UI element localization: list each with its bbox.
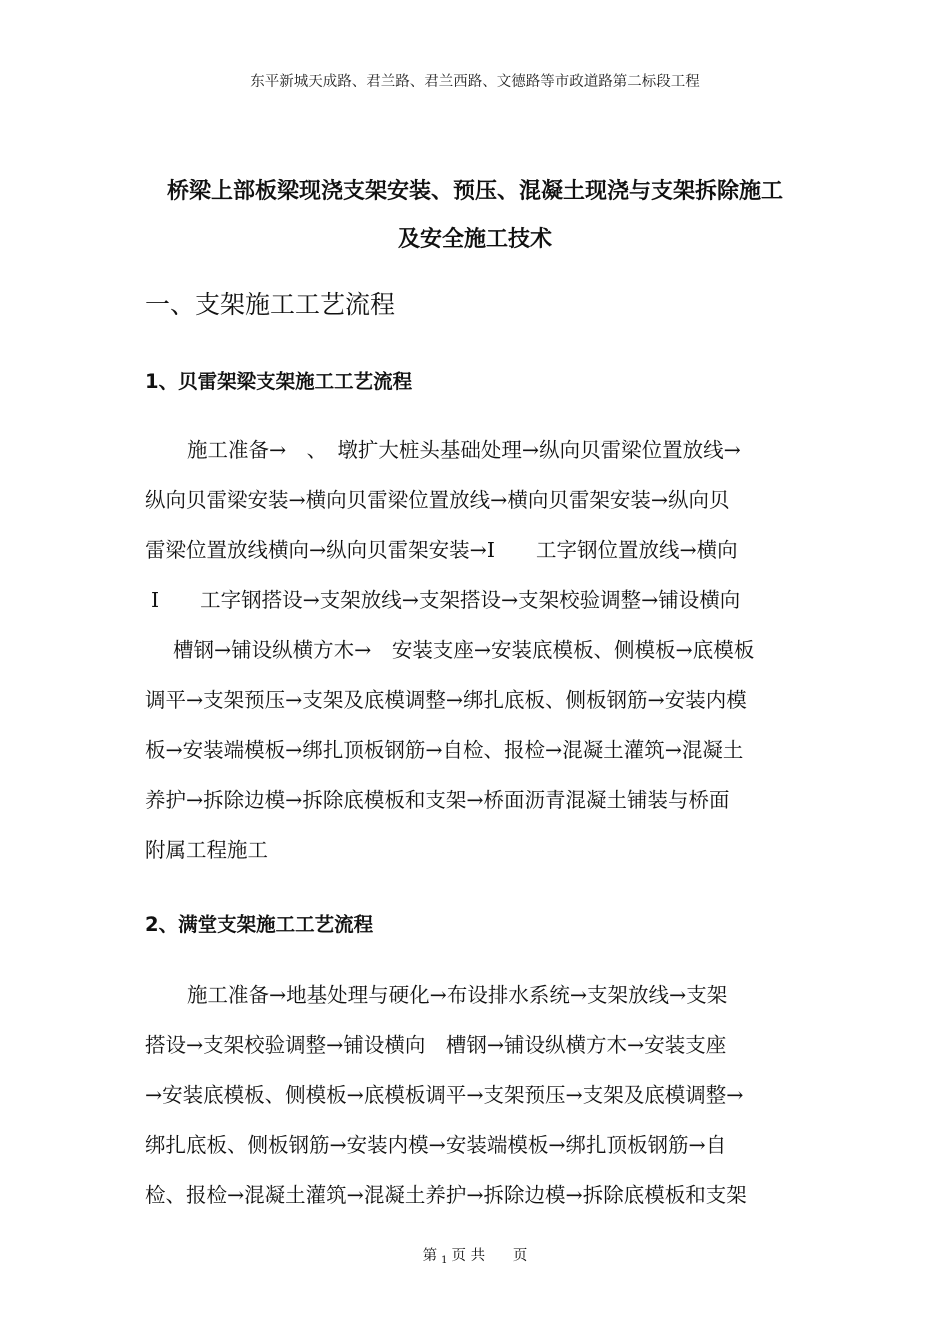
paragraph-line: 绑扎底板、侧板钢筋→安装内模→安装端模板→绑扎顶板钢筋→自	[145, 1133, 727, 1157]
paragraph-line: 施工准备→ 、 墩扩大桩头基础处理→纵向贝雷梁位置放线→	[187, 438, 741, 462]
paragraph-line: 检、报检→混凝土灌筑→混凝土养护→拆除边模→拆除底模板和支架	[145, 1183, 747, 1207]
document-title	[110, 168, 840, 264]
paragraph-line: 板→安装端模板→绑扎顶板钢筋→自检、报检→混凝土灌筑→混凝土	[145, 738, 744, 762]
footer-suffix: 页	[512, 1248, 528, 1264]
subsection-heading-1: 1、贝雷架梁支架施工工艺流程	[145, 370, 413, 393]
paragraph-line: 附属工程施工	[145, 838, 268, 862]
section-heading: 一、支架施工工艺流程	[145, 290, 396, 319]
paragraph-line: 调平→支架预压→支架及底模调整→绑扎底板、侧板钢筋→安装内模	[145, 688, 747, 712]
footer-prefix: 第	[422, 1248, 438, 1264]
subsection-heading-2: 2、满堂支架施工工艺流程	[145, 913, 374, 936]
page-footer	[0, 1244, 950, 1265]
paragraph-line: Ⅰ 工字钢搭设→支架放线→支架搭设→支架校验调整→铺设横向	[151, 588, 741, 612]
paragraph-bailey-process	[145, 425, 805, 875]
paragraph-line: 施工准备→地基处理与硬化→布设排水系统→支架放线→支架	[187, 983, 728, 1007]
document-title-line-1: 桥梁上部板梁现浇支架安装、预压、混凝土现浇与支架拆除施工	[166, 179, 783, 204]
paragraph-full-support-process	[145, 970, 805, 1220]
paragraph-line: 纵向贝雷梁安装→横向贝雷梁位置放线→横向贝雷架安装→纵向贝	[145, 488, 730, 512]
paragraph-line: 雷梁位置放线横向→纵向贝雷架安装→Ⅰ 工字钢位置放线→横向	[145, 538, 738, 562]
paragraph-line: 槽钢→铺设纵横方木→ 安装支座→安装底模板、侧模板→底模板	[173, 638, 755, 662]
paragraph-line: 养护→拆除边模→拆除底模板和支架→桥面沥青混凝土铺装与桥面	[145, 788, 730, 812]
header-project-title: 东平新城天成路、君兰路、君兰西路、文德路等市政道路第二标段工程	[250, 74, 700, 90]
paragraph-line: →安装底模板、侧模板→底模板调平→支架预压→支架及底模调整→	[145, 1083, 744, 1107]
footer-middle: 页 共	[451, 1248, 486, 1264]
document-title-line-2: 及安全施工技术	[397, 227, 552, 252]
paragraph-line: 搭设→支架校验调整→铺设横向 槽钢→铺设纵横方木→安装支座	[145, 1033, 727, 1057]
page-header	[0, 70, 950, 91]
footer-page-number: 1	[441, 1255, 448, 1266]
